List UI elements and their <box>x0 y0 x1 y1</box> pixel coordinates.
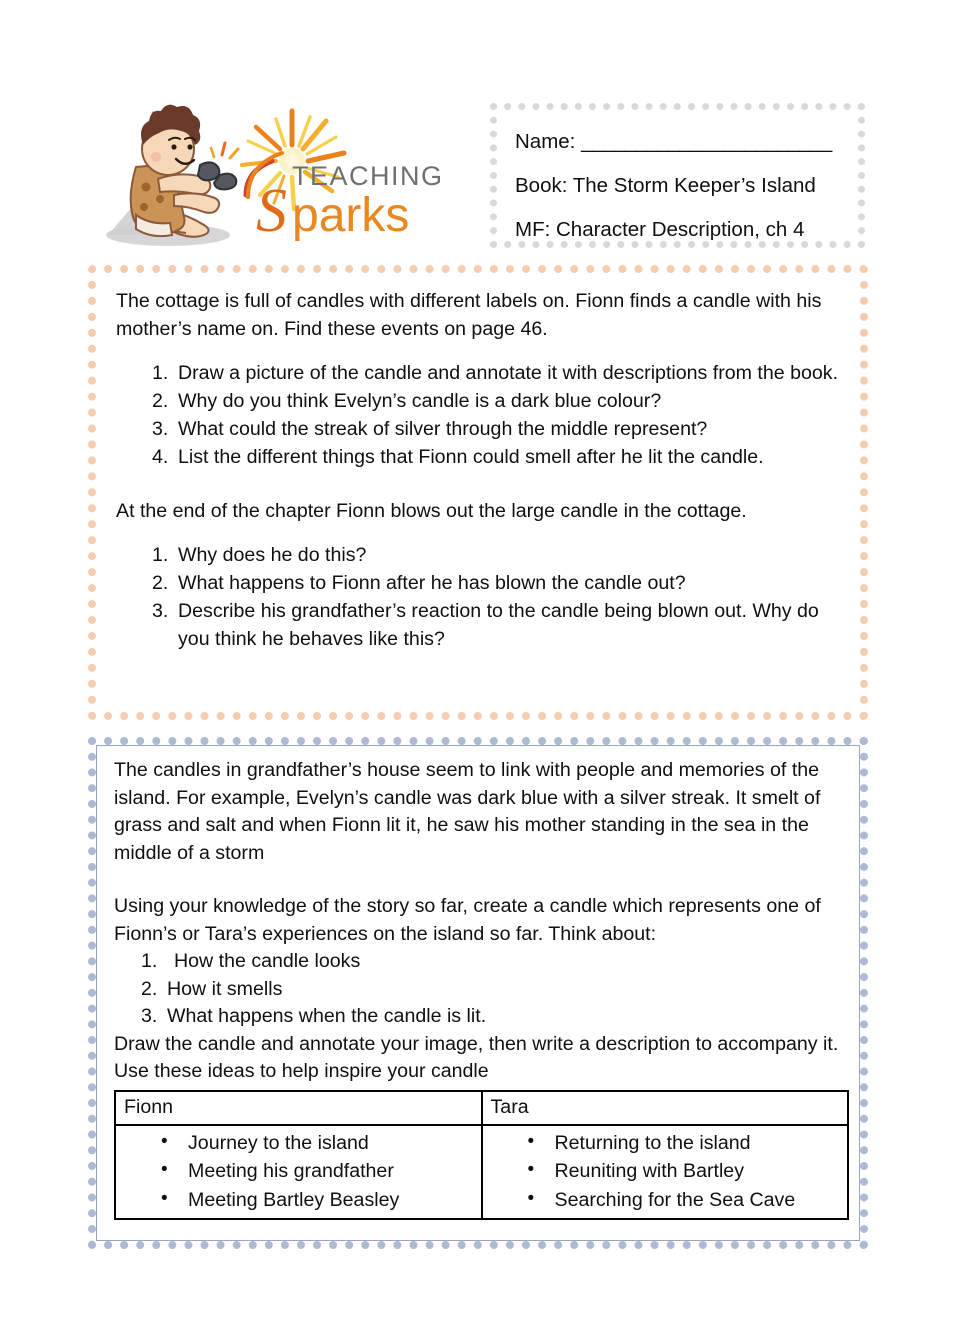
list-item: List the different things that Fionn could smell after he lit the candle. <box>178 446 764 468</box>
list-item: What happens to Fionn after he has blown the candle out? <box>178 572 686 594</box>
list-item: Draw a picture of the candle and annotate it with descriptions from the book. <box>178 362 839 384</box>
list-item: How it smells <box>167 977 283 1000</box>
list-item: • Reuniting with Bartley <box>483 1157 848 1186</box>
table-row <box>115 1125 848 1220</box>
list-item: • Searching for the Sea Cave <box>483 1186 848 1215</box>
name-label: Name: <box>515 130 576 153</box>
table-header-cell-fionn <box>115 1091 482 1125</box>
think-about-list <box>114 948 844 1031</box>
table-header-cell-tara <box>482 1091 849 1125</box>
worksheet-info-box <box>490 103 865 248</box>
orange-second-paragraph: At the end of the chapter Fionn blows out the large candle in the cottage. <box>116 500 747 522</box>
blue-context-paragraph: The candles in grandfather’s house seem to link with people and memories of the island. For example, Evelyn’s candle was dark blue with a silver streak. It smelt of grass and salt and when Fionn lit it, he saw his mother standing in the sea in the middle of a storm <box>114 759 821 864</box>
book-title-row: Book: The Storm Keeper’s Island <box>515 174 816 197</box>
table-cell-fionn-ideas <box>115 1125 482 1220</box>
list-item: What could the streak of silver through the middle represent? <box>178 418 708 440</box>
spacer <box>116 343 840 359</box>
svg-text:TEACHING: TEACHING <box>292 161 444 191</box>
creative-task-panel <box>88 737 868 1249</box>
list-item: Describe his grandfather’s reaction to the candle being blown out. Why do you think he behaves like this? <box>178 600 819 650</box>
column-header-label: Fionn <box>124 1095 174 1118</box>
list-item: • Meeting Bartley Beasley <box>116 1186 481 1215</box>
question-list-two <box>116 541 840 653</box>
list-item: Why do you think Evelyn’s candle is a dark blue colour? <box>178 390 662 412</box>
name-blank-line[interactable]: _______________________ <box>581 130 832 153</box>
list-item: • Journey to the island <box>116 1129 481 1158</box>
name-field-row <box>515 120 858 164</box>
spacer <box>114 867 844 893</box>
question-list-one <box>116 359 840 471</box>
spacer <box>116 525 840 541</box>
table-row <box>115 1091 848 1125</box>
orange-intro-paragraph: The cottage is full of candles with different labels on. Fionn finds a candle with his mother’s name on. Find these events on page 46. <box>116 290 822 340</box>
list-item: • Returning to the island <box>483 1129 848 1158</box>
table-cell-tara-ideas <box>482 1125 849 1220</box>
list-item: • Meeting his grandfather <box>116 1157 481 1186</box>
list-item: How the candle looks <box>174 950 361 972</box>
logo-artwork <box>96 103 476 248</box>
mf-objective-row: MF: Character Description, ch 4 <box>515 218 805 241</box>
svg-text:parks: parks <box>292 189 410 242</box>
ideas-table <box>114 1090 849 1221</box>
tara-idea-list <box>483 1126 848 1219</box>
blue-task-paragraph: Using your knowledge of the story so far, create a candle which represents one of Fionn’s or Tara’s experiences on the island so far. Think about: <box>114 895 821 945</box>
teaching-sparks-logo <box>96 103 476 248</box>
svg-text:S: S <box>256 177 287 245</box>
blue-draw-instruction: Draw the candle and annotate your image, then write a description to accompany it. <box>114 1032 839 1055</box>
spacer <box>116 471 840 497</box>
blue-ideas-instruction: Use these ideas to help inspire your candle <box>114 1060 489 1082</box>
list-item: Why does he do this? <box>178 544 367 566</box>
column-header-label: Tara <box>490 1095 529 1118</box>
fionn-idea-list <box>116 1126 481 1219</box>
reading-questions-panel <box>88 265 868 720</box>
list-item: What happens when the candle is lit. <box>167 1005 487 1027</box>
page-header <box>0 0 954 258</box>
